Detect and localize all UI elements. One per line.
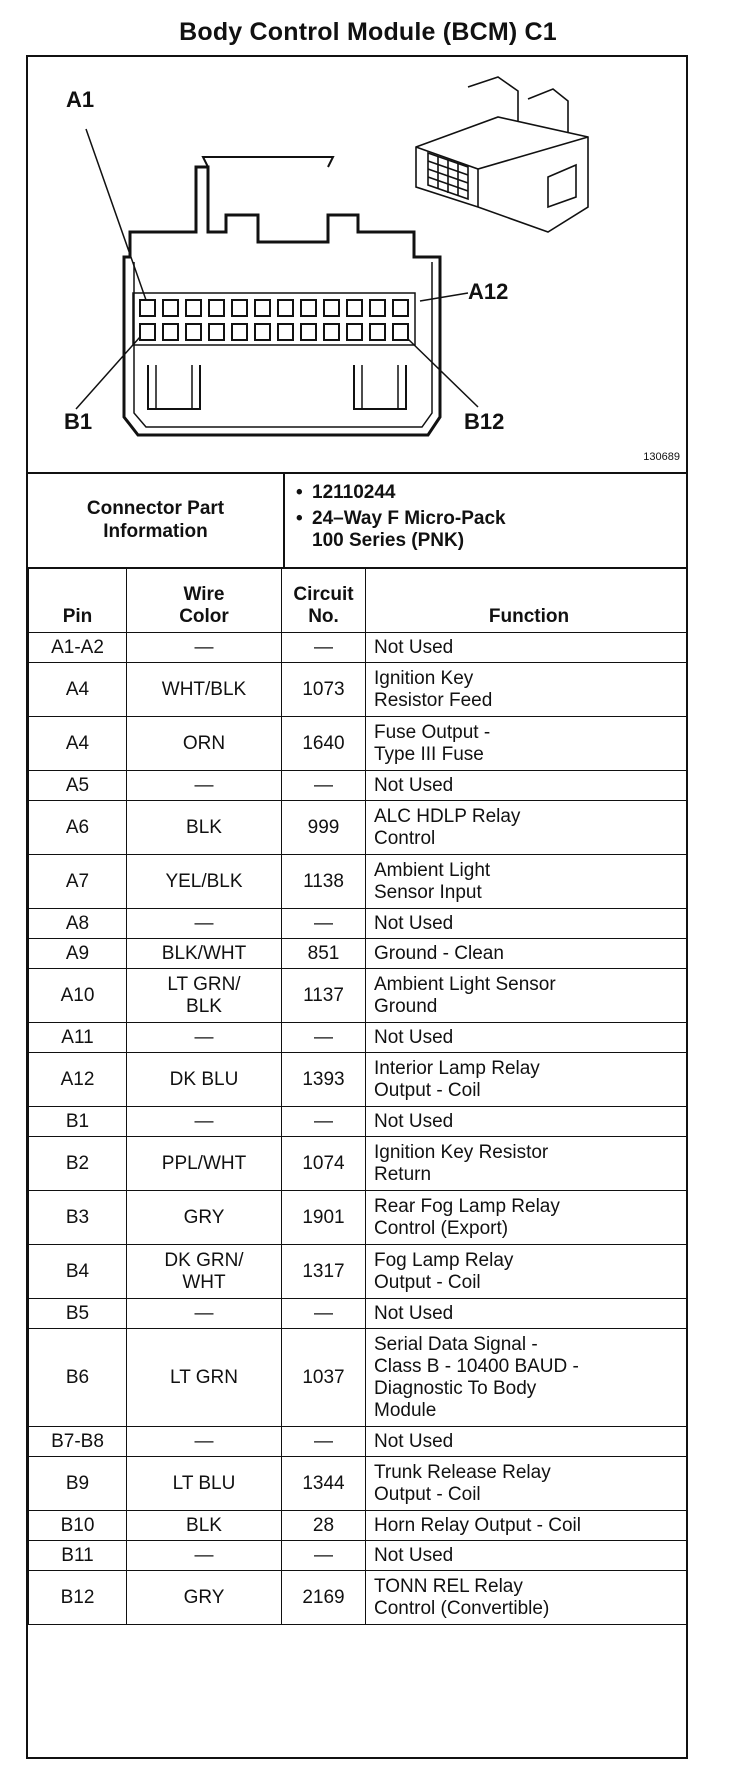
table-row — [29, 1023, 687, 1053]
wire-color-cell: BLK — [127, 1511, 282, 1541]
table-row — [29, 771, 687, 801]
table-row — [29, 939, 687, 969]
document-frame — [26, 55, 688, 1759]
wire-color-cell: LT BLU — [127, 1457, 282, 1511]
function-cell: Serial Data Signal - Class B - 10400 BAUD - Diagnostic To Body Module — [366, 1329, 687, 1427]
pin-cell: A1-A2 — [29, 633, 127, 663]
pin-cell: A4 — [29, 663, 127, 717]
circuit-cell: — — [282, 1023, 366, 1053]
pin-cell: B5 — [29, 1299, 127, 1329]
circuit-cell: 1393 — [282, 1053, 366, 1107]
table-row — [29, 1457, 687, 1511]
function-cell: Ambient Light Sensor Ground — [366, 969, 687, 1023]
function-cell: Not Used — [366, 1023, 687, 1053]
function-cell: ALC HDLP Relay Control — [366, 801, 687, 855]
header-function: Function — [366, 568, 687, 633]
circuit-cell: 1138 — [282, 855, 366, 909]
description-item — [296, 508, 676, 552]
label-b1: B1 — [64, 409, 93, 434]
wire-color-cell: DK BLU — [127, 1053, 282, 1107]
connector-info-details — [296, 482, 676, 556]
function-cell: Not Used — [366, 1427, 687, 1457]
circuit-cell: 1137 — [282, 969, 366, 1023]
table-row — [29, 1299, 687, 1329]
bullet-glyph: • — [296, 508, 303, 529]
function-cell: Not Used — [366, 1541, 687, 1571]
circuit-cell: 1074 — [282, 1137, 366, 1191]
pin-cell: B6 — [29, 1329, 127, 1427]
table-row — [29, 1329, 687, 1427]
wire-color-cell: — — [127, 909, 282, 939]
table-row — [29, 1245, 687, 1299]
circuit-cell: 1344 — [282, 1457, 366, 1511]
function-cell: Fuse Output - Type III Fuse — [366, 717, 687, 771]
circuit-cell: 1640 — [282, 717, 366, 771]
function-cell: Not Used — [366, 633, 687, 663]
pin-cell: B3 — [29, 1191, 127, 1245]
header-wire-color: Wire Color — [127, 568, 282, 633]
pin-cell: A12 — [29, 1053, 127, 1107]
connector-info-label-line1: Connector Part — [86, 497, 225, 519]
wire-color-cell: — — [127, 1427, 282, 1457]
table-row — [29, 1053, 687, 1107]
pin-cell: B7-B8 — [29, 1427, 127, 1457]
wire-color-cell: — — [127, 771, 282, 801]
pin-cell: A7 — [29, 855, 127, 909]
circuit-cell: — — [282, 1427, 366, 1457]
table-row — [29, 969, 687, 1023]
circuit-cell: 1317 — [282, 1245, 366, 1299]
function-cell: Fog Lamp Relay Output - Coil — [366, 1245, 687, 1299]
circuit-cell: — — [282, 771, 366, 801]
label-a12: A12 — [468, 279, 509, 304]
table-row — [29, 801, 687, 855]
header-pin: Pin — [29, 568, 127, 633]
circuit-cell: — — [282, 633, 366, 663]
function-cell: Not Used — [366, 909, 687, 939]
pin-cell: A8 — [29, 909, 127, 939]
circuit-cell: 1037 — [282, 1329, 366, 1427]
pin-cell: A6 — [29, 801, 127, 855]
wire-color-cell: WHT/BLK — [127, 663, 282, 717]
pin-cell: A10 — [29, 969, 127, 1023]
wire-color-cell: GRY — [127, 1191, 282, 1245]
function-cell: Not Used — [366, 1299, 687, 1329]
connector-info — [28, 472, 686, 569]
circuit-cell: 2169 — [282, 1571, 366, 1625]
label-b12: B12 — [464, 409, 505, 434]
table-row — [29, 717, 687, 771]
connector-info-label — [28, 472, 285, 567]
leader-b12 — [408, 339, 478, 407]
function-cell: Not Used — [366, 1107, 687, 1137]
connector-info-label-line2: Information — [103, 520, 208, 542]
wire-color-cell: — — [127, 1023, 282, 1053]
table-row — [29, 663, 687, 717]
circuit-cell: — — [282, 1541, 366, 1571]
function-cell: Horn Relay Output - Coil — [366, 1511, 687, 1541]
description-line2: 100 Series (PNK) — [312, 530, 465, 551]
wire-color-cell: DK GRN/ WHT — [127, 1245, 282, 1299]
wire-color-cell: LT GRN/ BLK — [127, 969, 282, 1023]
bullet-glyph: • — [296, 482, 303, 503]
circuit-cell: 1901 — [282, 1191, 366, 1245]
pin-table-body — [29, 633, 687, 1625]
pin-cell: B4 — [29, 1245, 127, 1299]
pin-row-b — [140, 324, 408, 340]
pin-cell: A5 — [29, 771, 127, 801]
header-circuit: Circuit No. — [282, 568, 366, 633]
wire-color-cell: YEL/BLK — [127, 855, 282, 909]
wire-color-cell: BLK/WHT — [127, 939, 282, 969]
function-cell: Ignition Key Resistor Feed — [366, 663, 687, 717]
circuit-cell: 1073 — [282, 663, 366, 717]
description-line1: 24–Way F Micro-Pack — [312, 508, 506, 529]
function-cell: TONN REL Relay Control (Convertible) — [366, 1571, 687, 1625]
function-cell: Not Used — [366, 771, 687, 801]
table-row — [29, 1427, 687, 1457]
pin-cell: A4 — [29, 717, 127, 771]
pin-cell: A9 — [29, 939, 127, 969]
table-row — [29, 1541, 687, 1571]
pin-table — [28, 567, 687, 1625]
circuit-cell: — — [282, 909, 366, 939]
table-row — [29, 633, 687, 663]
wire-color-cell: PPL/WHT — [127, 1137, 282, 1191]
wire-color-cell: — — [127, 633, 282, 663]
circuit-cell: — — [282, 1107, 366, 1137]
function-cell: Rear Fog Lamp Relay Control (Export) — [366, 1191, 687, 1245]
function-cell: Ambient Light Sensor Input — [366, 855, 687, 909]
wire-color-cell: — — [127, 1541, 282, 1571]
wire-color-cell: BLK — [127, 801, 282, 855]
function-cell: Trunk Release Relay Output - Coil — [366, 1457, 687, 1511]
pin-cell: B10 — [29, 1511, 127, 1541]
wire-color-cell: ORN — [127, 717, 282, 771]
pin-cell: B2 — [29, 1137, 127, 1191]
circuit-cell: 851 — [282, 939, 366, 969]
figure-number: 130689 — [643, 451, 680, 463]
table-row — [29, 909, 687, 939]
wire-color-cell: LT GRN — [127, 1329, 282, 1427]
leader-a1 — [86, 129, 146, 300]
table-row — [29, 855, 687, 909]
wire-color-cell: — — [127, 1107, 282, 1137]
table-row — [29, 1137, 687, 1191]
connector-drawing — [28, 57, 686, 472]
part-number: 12110244 — [312, 482, 396, 503]
connector-thumbnail — [416, 77, 588, 232]
pin-cell: A11 — [29, 1023, 127, 1053]
circuit-cell: 28 — [282, 1511, 366, 1541]
circuit-cell: 999 — [282, 801, 366, 855]
pin-row-a — [140, 300, 408, 316]
function-cell: Ground - Clean — [366, 939, 687, 969]
pin-table-header — [29, 568, 687, 633]
table-row — [29, 1571, 687, 1625]
function-cell: Interior Lamp Relay Output - Coil — [366, 1053, 687, 1107]
table-row — [29, 1511, 687, 1541]
page-title: Body Control Module (BCM) C1 — [179, 18, 557, 46]
pin-cell: B1 — [29, 1107, 127, 1137]
table-row — [29, 1107, 687, 1137]
connector-diagram — [28, 57, 686, 474]
pin-cell: B9 — [29, 1457, 127, 1511]
pin-cell: B12 — [29, 1571, 127, 1625]
circuit-cell: — — [282, 1299, 366, 1329]
function-cell: Ignition Key Resistor Return — [366, 1137, 687, 1191]
wire-color-cell: GRY — [127, 1571, 282, 1625]
leader-b1 — [76, 337, 140, 409]
wire-color-cell: — — [127, 1299, 282, 1329]
label-a1: A1 — [66, 87, 95, 112]
part-number-item — [296, 482, 676, 504]
leader-a12 — [420, 293, 468, 301]
table-row — [29, 1191, 687, 1245]
pin-cell: B11 — [29, 1541, 127, 1571]
